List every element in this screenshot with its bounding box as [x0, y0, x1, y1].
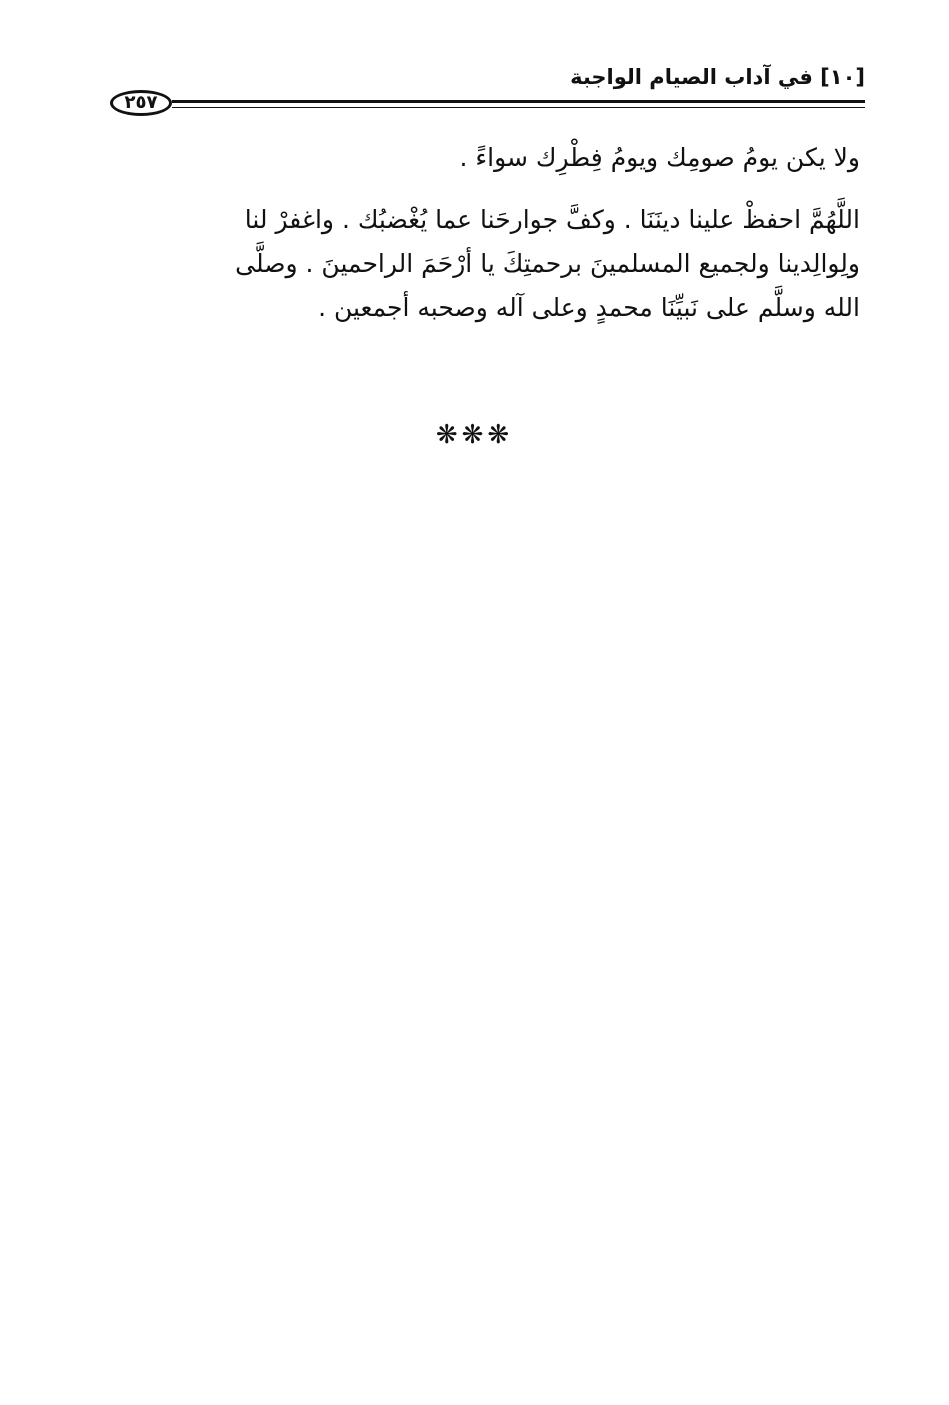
text-line: الله وسلَّم على نَبيِّنَا محمدٍ وعلى آله وصحبه أجمعين . — [318, 293, 860, 322]
body-text — [110, 136, 860, 348]
chapter-title: [١٠] في آداب الصيام الواجبة — [570, 65, 865, 89]
page-header — [110, 62, 865, 122]
text-line: ولِوالِدينا ولجميع المسلمينَ برحمتِكَ يا أرْحَمَ الراحمينَ . وصلَّى — [235, 249, 860, 278]
section-separator: ❋❋❋ — [435, 420, 514, 450]
page-number: ٢٥٧ — [110, 90, 172, 116]
header-rule — [172, 100, 865, 108]
text-line: اللَّهُمَّ احفظْ علينا دينَنَا . وكفَّ جوارحَنا عما يُغْضبُك . واغفرْ لنا — [244, 205, 860, 234]
paragraph-1 — [110, 136, 860, 180]
paragraph-2 — [110, 198, 860, 330]
text-line: ولا يكن يومُ صومِك ويومُ فِطْرِك سواءً . — [459, 143, 860, 172]
